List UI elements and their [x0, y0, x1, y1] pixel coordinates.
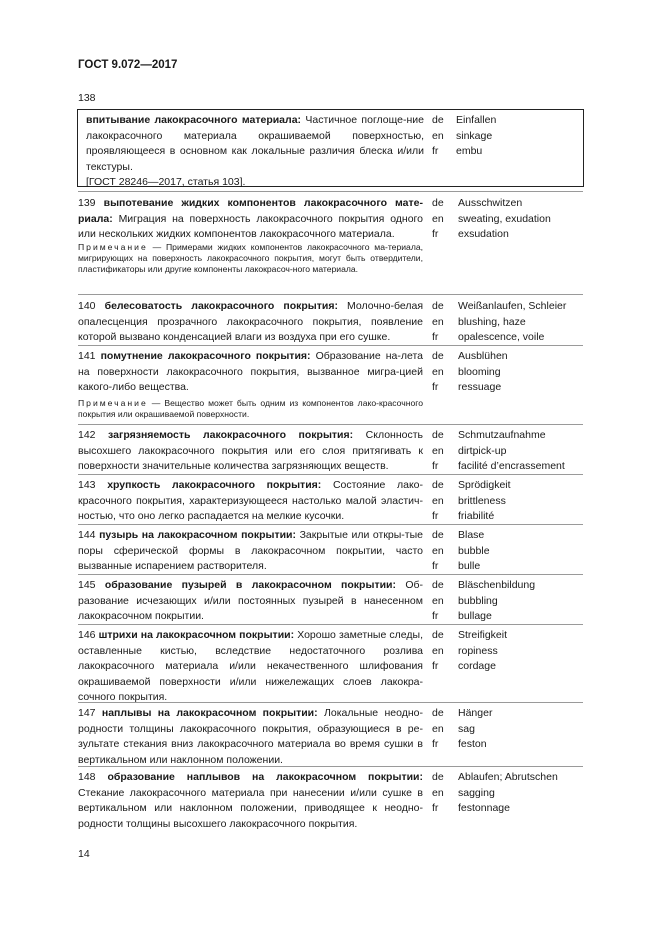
lang-code: fr	[432, 145, 439, 157]
term-definition	[78, 299, 423, 346]
lang-code: fr	[432, 738, 439, 750]
translation: bulle	[458, 560, 481, 572]
translation: Ablaufen; Abrutschen	[458, 771, 558, 783]
term-name: наплывы на лакокрасочном покрытии:	[101, 707, 318, 719]
lang-code: fr	[432, 331, 439, 343]
entry-divider	[78, 294, 583, 295]
term-number: 140	[78, 300, 96, 312]
term-definition	[86, 113, 424, 191]
translation: Hänger	[458, 707, 493, 719]
lang-code: fr	[432, 560, 439, 572]
translations	[458, 628, 588, 675]
translation: sweating, exudation	[458, 212, 551, 225]
translations	[458, 428, 588, 475]
entry-number-top: 138	[78, 92, 96, 104]
term-name: впитывание лакокрасочного материала:	[86, 114, 302, 126]
translation: Sprödigkeit	[458, 479, 511, 491]
term-entry	[78, 349, 583, 423]
term-entry-boxed	[77, 109, 584, 187]
translation: bullage	[458, 610, 492, 622]
translations	[458, 196, 588, 243]
entry-divider	[78, 345, 583, 346]
translation: embu	[456, 145, 483, 157]
entry-divider	[78, 474, 583, 475]
translations	[458, 578, 588, 625]
entry-divider	[78, 702, 583, 703]
translations	[458, 299, 588, 346]
lang-code: en	[432, 722, 444, 735]
translation: feston	[458, 738, 487, 750]
term-definition-text: Склонность высохшего лакокрасочного покрытия или его слоя притягивать к поверхности значительные количества загрязняющих веществ.	[78, 429, 424, 472]
lang-code: en	[432, 365, 444, 378]
lang-code: fr	[432, 460, 439, 472]
translation: brittleness	[458, 494, 506, 507]
lang-code: en	[432, 129, 444, 142]
lang-code: de	[432, 629, 444, 641]
translation: sagging	[458, 786, 495, 799]
lang-code: de	[432, 429, 444, 441]
term-definition-text: Частичное поглоще-ние лакокрасочного материала окрашиваемой поверхностью, проявляющееся в основном как локальные различия блеска и/или текстуры.	[86, 114, 424, 173]
term-definition	[78, 706, 423, 768]
term-entry	[78, 299, 583, 345]
translation: facilité d’encrassement	[458, 460, 565, 472]
term-definition	[78, 578, 423, 625]
term-name: белесоватость лакокрасочного покрытия:	[104, 300, 338, 312]
translations	[456, 113, 586, 160]
translations	[458, 349, 588, 396]
lang-code: de	[432, 114, 444, 126]
lang-code: en	[432, 594, 444, 607]
lang-code: en	[432, 444, 444, 457]
entry-divider	[78, 191, 583, 192]
lang-code: en	[432, 315, 444, 328]
lang-code: de	[432, 579, 444, 591]
term-definition-text: Стекание лакокрасочного материала при нанесении и/или сушке в вертикальном или наклонном положении, приводящее к неодно-родности толщины высохшего лакокрасочного покрытия.	[78, 786, 423, 830]
term-name: штрихи на лакокрасочном покрытии:	[98, 629, 295, 641]
term-number: 142	[78, 429, 96, 441]
term-definition-text: Состояние лако-красочного покрытия, характеризующееся настолько малой эластич-ностью, что оно легко распадается на мелкие кусочки.	[78, 479, 423, 522]
translation: Weißanlaufen, Schleier	[458, 300, 567, 312]
term-name: образование пузырей в лакокрасочном покрытии:	[104, 579, 396, 591]
note-label: Примечание	[78, 398, 148, 408]
term-definition	[78, 770, 423, 832]
entry-divider	[78, 766, 583, 767]
term-source: [ГОСТ 28246—2017, статья 103].	[86, 176, 246, 188]
lang-code: de	[432, 479, 444, 491]
term-entry	[78, 628, 583, 704]
term-definition	[78, 478, 423, 525]
term-definition	[78, 349, 423, 396]
lang-code: de	[432, 197, 444, 209]
lang-code: fr	[432, 802, 439, 814]
lang-code: de	[432, 529, 444, 541]
entry-divider	[78, 424, 583, 425]
document-header: ГОСТ 9.072—2017	[78, 59, 178, 71]
translation: Ausblühen	[458, 350, 508, 362]
translation: dirtpick-up	[458, 444, 507, 457]
lang-code: en	[432, 494, 444, 507]
note-text: — Вещество может быть одним из компонентов лако-красочного покрытия или окрашиваемой поверхности.	[78, 398, 424, 420]
translation: blushing, haze	[458, 315, 526, 328]
term-note	[78, 398, 423, 420]
term-name: загрязняемость лакокрасочного покрытия:	[108, 429, 354, 441]
lang-code: fr	[432, 228, 439, 240]
term-entry	[78, 706, 583, 768]
term-number: 147	[78, 707, 96, 719]
translation: sinkage	[456, 129, 493, 142]
term-number: 141	[78, 350, 96, 362]
translation: Ausschwitzen	[458, 197, 523, 209]
term-definition-text: Об-разование исчезающих и/или постоянных пузырей в нанесенном лакокрасочном покрытии.	[78, 579, 424, 622]
lang-code: en	[432, 212, 444, 225]
translation: Schmutzaufnahme	[458, 429, 546, 441]
note-text: — Примерами жидких компонентов лакокрасочного ма-териала, мигрирующих на поверхность лакокрасочного покрытия, могут быть отвердители, пластификаторы или другие компоненты лакокрасоч-ного материала.	[78, 242, 424, 275]
term-number: 144	[78, 529, 96, 541]
entry-divider	[78, 524, 583, 525]
term-number: 148	[78, 771, 96, 783]
term-name: выпотевание жидких компонентов лакокрасочного мате-риала:	[78, 197, 423, 225]
term-name: хрупкость лакокрасочного покрытия:	[107, 479, 322, 491]
lang-code: fr	[432, 660, 439, 672]
term-entry	[78, 578, 583, 624]
term-definition-text: Хорошо заметные следы, оставленные кистью, вследствие недостаточного розлива лакокрасочного материала и/или некачественного шлифования окрашиваемой поверхности и/или нижележащих слоев лакокра-сочного покрытия.	[78, 629, 423, 703]
term-definition-text: Образование на-лета на поверхности лакокрасочного покрытия, вызванное мигра-цией какого-либо вещества.	[78, 350, 424, 393]
translation: bubble	[458, 544, 490, 557]
lang-code: fr	[432, 610, 439, 622]
translations	[458, 528, 588, 575]
term-number: 145	[78, 579, 96, 591]
translation: bubbling	[458, 594, 498, 607]
term-definition	[78, 628, 423, 706]
entry-divider	[78, 574, 583, 575]
lang-code: de	[432, 350, 444, 362]
translation: sag	[458, 722, 475, 735]
term-entry	[78, 770, 583, 832]
term-number: 139	[78, 197, 96, 209]
page-number: 14	[78, 848, 90, 860]
translation: blooming	[458, 365, 501, 378]
lang-code: de	[432, 771, 444, 783]
lang-code: en	[432, 544, 444, 557]
term-entry	[78, 478, 583, 524]
term-number: 146	[78, 629, 96, 641]
translation: opalescence, voile	[458, 331, 545, 343]
translations	[458, 770, 588, 817]
term-definition-text: Локальные неодно-родности толщины лакокрасочного покрытия, образующиеся в ре-зультате стекания вниз лакокрасочного материала во время сушки в вертикальном или наклонном положении.	[78, 707, 423, 766]
translation: festonnage	[458, 802, 510, 814]
note-label: Примечание	[78, 242, 148, 252]
term-definition-text: Молочно-белая опалесценция прозрачного лакокрасочного покрытия, появление которой вызвано конденсацией влаги из воздуха при его сушке.	[78, 300, 424, 343]
translation: Blase	[458, 529, 485, 541]
term-definition	[78, 196, 423, 243]
translation: Streifigkeit	[458, 629, 508, 641]
term-definition	[78, 528, 423, 575]
translation: ressuage	[458, 381, 502, 393]
term-name: образование наплывов на лакокрасочном покрытии:	[107, 771, 423, 783]
translation: cordage	[458, 660, 496, 672]
term-entry	[78, 528, 583, 574]
lang-code: fr	[432, 381, 439, 393]
term-definition	[78, 428, 423, 475]
lang-code: de	[432, 300, 444, 312]
term-name: пузырь на лакокрасочном покрытии:	[99, 529, 297, 541]
lang-code: en	[432, 786, 444, 799]
term-definition-text: Миграция на поверхность лакокрасочного покрытия одного или нескольких жидких компонентов лакокрасочного материала.	[78, 212, 424, 240]
term-entry	[78, 428, 583, 474]
term-note	[78, 242, 423, 276]
translation: ropiness	[458, 644, 498, 657]
lang-code: de	[432, 707, 444, 719]
term-entry	[78, 196, 583, 292]
lang-code: fr	[432, 510, 439, 522]
translation: Einfallen	[456, 114, 497, 126]
translation: exsudation	[458, 228, 509, 240]
term-number: 143	[78, 479, 96, 491]
translations	[458, 478, 588, 525]
term-definition-text: Закрытые или откры-тые поры сферической формы в лакокрасочном покрытии, часто вызванные испарением растворителя.	[78, 529, 423, 572]
entry-divider	[78, 624, 583, 625]
lang-code: en	[432, 644, 444, 657]
translations	[458, 706, 588, 753]
translation: friabilité	[458, 510, 495, 522]
term-name: помутнение лакокрасочного покрытия:	[100, 350, 311, 362]
translation: Bläschenbildung	[458, 579, 536, 591]
